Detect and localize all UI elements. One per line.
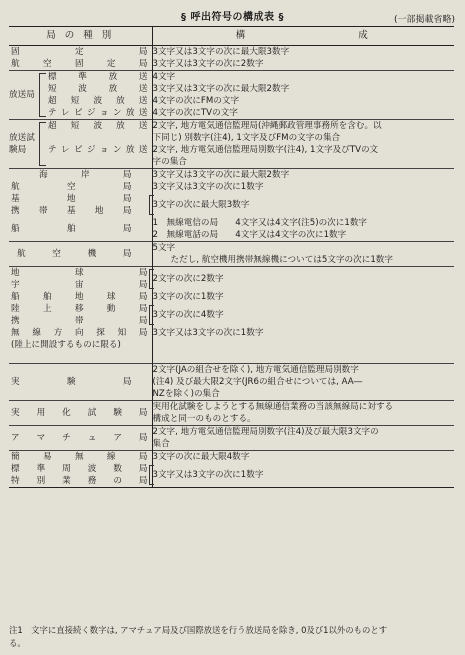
station-type-char: レ [60, 145, 70, 155]
station-type-char: 波 [87, 464, 97, 474]
station-type-char: テ [48, 145, 57, 155]
station-type-char: 地 [11, 268, 20, 278]
group-bracket [39, 73, 46, 117]
table-row: 海 岸 局 3文字又は3文字の次に最大限2数字 [9, 169, 454, 182]
station-type-char: 帯 [74, 316, 84, 326]
station-type-char: 超 [48, 121, 57, 131]
station-type-char: 験 [66, 377, 76, 387]
station-type-char: 携 [11, 206, 20, 216]
station-type-char: 球 [74, 268, 84, 278]
station-type-char: 基 [11, 194, 20, 204]
station-type-char: ビ [73, 145, 83, 155]
station-type-char: 超 [48, 96, 57, 106]
station-type-char: 送 [138, 96, 148, 106]
station-type-char: 局 [122, 170, 132, 180]
station-type-char: 帯 [38, 206, 48, 216]
station-type-char: 無 [11, 328, 20, 338]
station-type-char: 試 [87, 408, 97, 418]
station-type-char: 波 [93, 96, 103, 106]
station-type-char: 機 [87, 249, 97, 259]
station-type-char: ョ [99, 145, 109, 155]
station-type-char: 短 [70, 96, 80, 106]
station-type-char: 線 [106, 452, 116, 462]
station-type-char: ュ [87, 433, 97, 443]
station-type-char: 地 [74, 292, 84, 302]
table-row: 航 空 機 局 5文字 ただし, 航空機用携帯無線機については5文字の次に1数字 [9, 242, 454, 267]
station-type-char: 放 [125, 108, 135, 118]
group-bracket [39, 122, 46, 166]
table-header [9, 27, 454, 46]
station-type-char: 別 [36, 476, 46, 486]
table-row: 無 線 方 向 探 知 局 (陸上に開設するものに限る) 3文字又は3文字の次に1数字 [9, 327, 454, 364]
station-type-char: 上 [42, 304, 52, 314]
station-type-char: 標 [11, 464, 20, 474]
footnote: 注1 文字に直接続く数字は, アマチュア局及び国際放送を行う放送局を除き, 0及び1以外のものとす る。 [9, 625, 388, 648]
header-station-type: 局 の 種 別 [9, 27, 152, 46]
station-type-char: 短 [48, 84, 57, 94]
station-type-char: 船 [11, 224, 20, 234]
station-type-char: 周 [62, 464, 71, 474]
station-type-char: 海 [39, 170, 48, 180]
station-type-char: 易 [42, 452, 52, 462]
station-type-char: 陸 [11, 304, 20, 314]
station-type-char: 波 [78, 84, 87, 94]
station-type-char: 地 [94, 206, 104, 216]
station-type-char: ジ [86, 108, 96, 118]
station-type-char: 動 [106, 304, 116, 314]
station-type-char: 船 [11, 292, 20, 302]
station-type-char: 放 [116, 121, 125, 131]
table-row: ア マ チ ュ ア 局 2文字, 地方電気通信監理局別数字(注4)及び最大限3文字の 集合 [9, 426, 454, 451]
station-type-char: 送 [138, 108, 148, 118]
station-type-char: 送 [138, 72, 148, 82]
station-type-char: 局 [122, 249, 132, 259]
table-row-broadcast-test: 放送試験局 超 短 波 放 送 テ レ ビ ジ ョ ン 放 送 2文字, 地方電気通信監理局(沖縄郵政管理事務所を含む。以 下同じ) 別数字(注4), 1文字及びFMの文字の集合 2文字, 地方電気通信監理局別数字(注4), 1文字及びTVの文 字の集合 [9, 120, 454, 169]
station-type-char: 局 [138, 464, 148, 474]
station-type-char: ア [113, 433, 122, 443]
station-type-char: 局 [138, 328, 148, 338]
header-structure: 構 成 [152, 27, 454, 46]
station-type-char: 空 [42, 59, 52, 69]
station-type-char: 固 [11, 47, 20, 57]
table-row: 船 舶 局 1 無線電信の局 4文字又は4文字(注5)の次に1数字 2 無線電話の局 4文字又は4文字の次に1数字 [11, 218, 368, 240]
station-type-char: チ [62, 433, 71, 443]
station-type-char: テ [48, 108, 57, 118]
station-type-char: 方 [53, 328, 63, 338]
station-type-char: 地 [66, 194, 76, 204]
table-row: 実 験 局 2文字(JAの組合せを除く), 地方電気通信監理局別数字 (注4) 及び最大限2文字(JR6の組合せについては, AA― NZを除く)の集合 [9, 364, 454, 401]
station-type-char: ョ [99, 108, 109, 118]
station-type-char: 準 [78, 72, 87, 82]
station-type-char: 短 [70, 121, 80, 131]
station-type-char: 放 [116, 96, 125, 106]
station-type-char: 局 [138, 47, 148, 57]
page-title: § 呼出符号の構成表 § [181, 12, 284, 23]
call-sign-table [9, 26, 454, 488]
station-type-char: 局 [122, 224, 132, 234]
station-type-char: 空 [66, 182, 76, 192]
station-type-char: 局 [122, 182, 132, 192]
station-type-char: 局 [138, 268, 148, 278]
station-type-char: 向 [74, 328, 84, 338]
station-type-char: 用 [36, 408, 46, 418]
station-type-char: ジ [86, 145, 96, 155]
station-type-char: レ [60, 108, 70, 118]
station-type-char: 宙 [74, 280, 84, 290]
table-row: 標 準 周 波 数 局 特 別 業 務 の 局 3文字又は3文字の次に1数字 [9, 463, 454, 488]
station-type-char: 化 [62, 408, 71, 418]
station-type-char: 放 [125, 145, 135, 155]
station-type-char: 舶 [42, 292, 52, 302]
station-type-char: 簡 [11, 452, 20, 462]
station-type-char: 局 [138, 316, 148, 326]
station-type-char: 放 [108, 84, 118, 94]
station-type-char: 移 [74, 304, 84, 314]
station-type-char: 局 [138, 452, 148, 462]
station-type-char: 実 [11, 408, 20, 418]
table-row: 航 空 固 定 局 3文字又は3文字の次に2数字 [11, 59, 264, 69]
table-row: 船 舶 地 球 局 3文字の次に1数字 [11, 292, 224, 302]
station-type-char: 局 [122, 206, 132, 216]
station-type-char: ビ [73, 108, 83, 118]
station-type-char: 無 [74, 452, 84, 462]
station-type-char: 波 [93, 121, 103, 131]
station-type-char: ン [112, 145, 122, 155]
station-type-char: 務 [87, 476, 97, 486]
station-type-char: 基 [66, 206, 76, 216]
station-type-char: 岸 [80, 170, 90, 180]
station-type-char: 局 [138, 408, 148, 418]
station-type-char: 局 [138, 476, 148, 486]
station-type-char: 験 [113, 408, 122, 418]
station-type-char: 固 [74, 59, 84, 69]
station-type-char: 局 [138, 59, 148, 69]
station-type-char: 準 [36, 464, 46, 474]
station-type-char: 放 [108, 72, 118, 82]
station-type-char: 送 [138, 145, 148, 155]
table-row: 実 用 化 試 験 局 実用化試験をしようとする無線通信業務の当該無線局に対する 構成と同一のものとする。 [9, 401, 454, 426]
station-type-char: 線 [32, 328, 41, 338]
station-type-char: 舶 [66, 224, 76, 234]
brace-mark [149, 195, 154, 215]
station-type-char: 数 [113, 464, 122, 474]
table-row: 陸 上 移 動 局 携 帯 局 3文字の次に4数字 [11, 304, 224, 326]
station-type-char: 送 [138, 84, 148, 94]
table-row: 固 定 局 3文字又は3文字の次に最大限3数字 [11, 47, 290, 57]
station-type-char: 局 [138, 280, 148, 290]
station-type-char: 探 [96, 328, 105, 338]
station-type-char: 知 [117, 328, 127, 338]
station-type-char: ア [11, 433, 20, 443]
station-type-char: 空 [52, 249, 61, 259]
station-type-char: 宇 [11, 280, 20, 290]
table-row: 簡 易 無 線 局 3文字の次に最大限4数字 [9, 451, 454, 464]
station-type-char: 定 [106, 59, 116, 69]
station-type-char: 局 [138, 304, 148, 314]
station-type-char: 局 [138, 433, 148, 443]
station-type-char: 標 [48, 72, 57, 82]
station-type-char: ン [112, 108, 122, 118]
omission-note: (一部掲載省略) [393, 15, 455, 25]
station-type-char: 業 [62, 476, 71, 486]
station-type-char: 定 [74, 47, 84, 57]
station-type-char: 局 [122, 194, 132, 204]
station-type-char: 航 [17, 249, 26, 259]
station-type-char: 実 [11, 377, 20, 387]
station-type-char: 航 [11, 59, 20, 69]
station-type-char: 航 [11, 182, 20, 192]
station-type-char: の [113, 476, 122, 486]
table-row: 地 球 局 宇 宙 局 2文字の次に2数字 [9, 267, 454, 292]
group-label: 放送試験局 [9, 133, 35, 155]
station-type-char: 特 [11, 476, 20, 486]
station-type-char: 局 [138, 292, 148, 302]
table-row: 航 空 局 3文字又は3文字の次に1数字 [11, 182, 264, 192]
station-type-char: 携 [11, 316, 20, 326]
station-type-char: 局 [122, 377, 132, 387]
group-label: 放送局 [9, 90, 35, 100]
table-row-broadcast: 放送局 標 準 放 送 短 波 放 送 超 短 波 放 送 テ レ ビ ジ ョ ン 放 送 4文字 3文字又は3文字の次に最大限2数字 4文字の次にFMの文字 4文字の次にTVの文字 [9, 71, 454, 120]
station-type-cell [9, 46, 152, 58]
station-type-char: 送 [138, 121, 148, 131]
table-row: 基 地 局 携 帯 基 地 局 3文字の次に最大限3数字 [11, 194, 250, 216]
station-type-char: マ [36, 433, 46, 443]
station-type-char: 球 [106, 292, 116, 302]
